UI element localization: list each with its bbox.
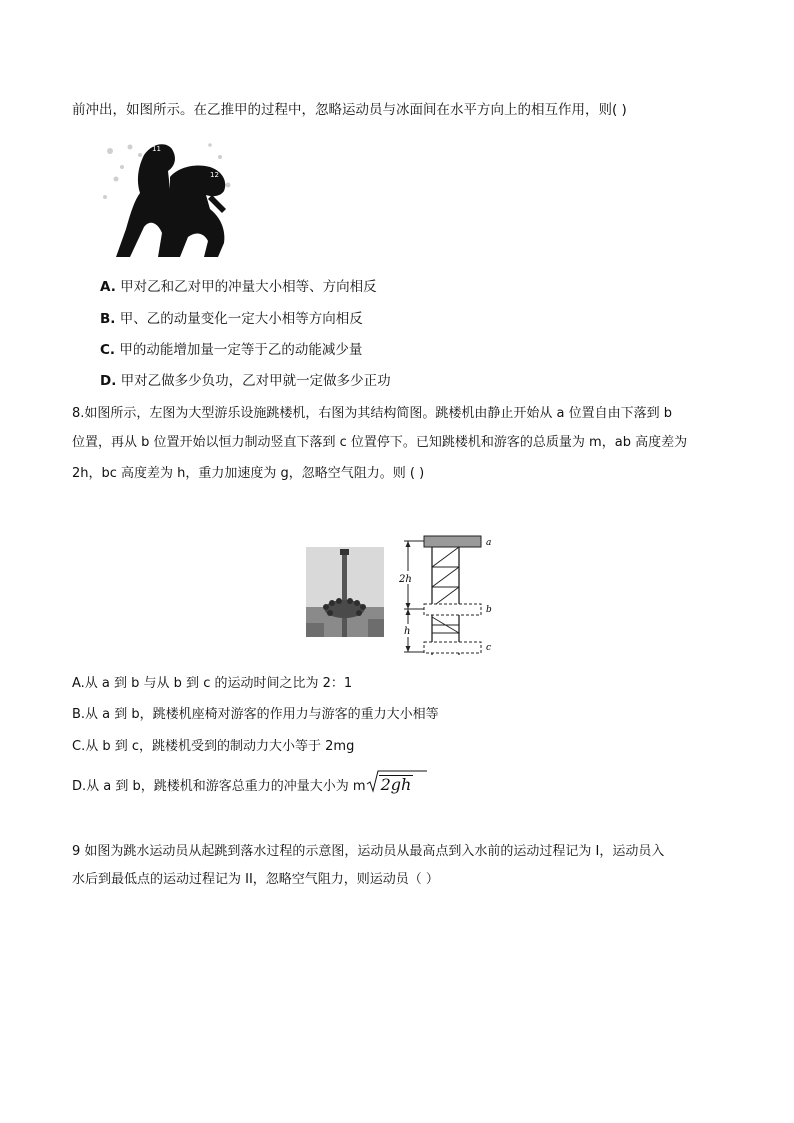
q7-option-a: A. 甲对乙和乙对甲的冲量大小相等、方向相反 <box>100 279 377 295</box>
label-2h: 2h <box>399 574 412 585</box>
q8-stem-line3: 2h，bc 高度差为 h，重力加速度为 g，忽略空气阻力。则 ( ) <box>72 466 425 481</box>
q9-stem-line1: 9 如图为跳水运动员从起跳到落水过程的示意图，运动员从最高点到入水前的运动过程记为 I，运动员入 <box>72 844 665 859</box>
drop-tower-diagram <box>395 533 505 658</box>
label-c: c <box>486 643 492 653</box>
q8-stem-line2: 位置，再从 b 位置开始以恒力制动竖直下落到 c 位置停下。已知跳楼机和游客的总质量为 m，ab 高度差为 <box>72 435 688 450</box>
q8-option-a: A.从 a 到 b 与从 b 到 c 的运动时间之比为 2：1 <box>72 676 353 691</box>
label-b: b <box>486 605 492 615</box>
label-a: a <box>486 538 492 548</box>
sqrt-icon <box>367 769 379 793</box>
drop-tower-photo <box>306 547 384 637</box>
q7-option-b: B. 甲、乙的动量变化一定大小相等方向相反 <box>100 311 363 327</box>
svg-text:11: 11 <box>152 145 161 153</box>
q8-option-d: D.从 a 到 b，跳楼机和游客总重力的冲量大小为 m 2gh <box>72 775 413 796</box>
sqrt-expression: 2gh <box>367 775 414 796</box>
label-h: h <box>404 626 411 637</box>
q7-stem: 前冲出，如图所示。在乙推甲的过程中，忽略运动员与冰面间在水平方向上的相互作用，则( ) <box>72 102 627 118</box>
q8-stem-line1: 8.如图所示，左图为大型游乐设施跳楼机，右图为其结构简图。跳楼机由静止开始从 a 位置自由下落到 b <box>72 406 673 421</box>
q8-option-b: B.从 a 到 b，跳楼机座椅对游客的作用力与游客的重力大小相等 <box>72 707 439 722</box>
q9-stem-line2: 水后到最低点的运动过程记为 II，忽略空气阻力，则运动员（ ） <box>72 872 439 887</box>
q7-option-d: D. 甲对乙做多少负功，乙对甲就一定做多少正功 <box>100 373 391 389</box>
svg-text:12: 12 <box>210 171 219 179</box>
skaters-photo <box>100 137 235 259</box>
q7-option-c: C. 甲的动能增加量一定等于乙的动能减少量 <box>100 342 363 358</box>
q8-option-c: C.从 b 到 c，跳楼机受到的制动力大小等于 2mg <box>72 739 355 754</box>
